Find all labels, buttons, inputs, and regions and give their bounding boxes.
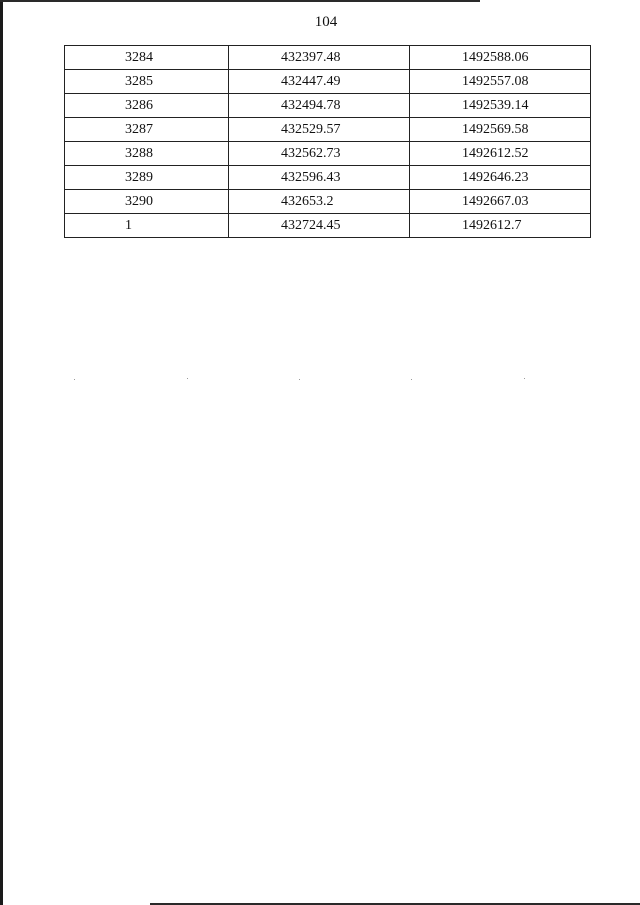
y-coordinate-cell: 1492612.7 — [410, 214, 591, 238]
table-row — [65, 94, 591, 118]
scan-dot — [299, 379, 300, 380]
table-row — [65, 118, 591, 142]
point-number-cell: 3284 — [65, 46, 229, 70]
table-row — [65, 214, 591, 238]
table-row — [65, 46, 591, 70]
table-row — [65, 70, 591, 94]
scan-dot — [411, 379, 412, 380]
y-coordinate-cell: 1492612.52 — [410, 142, 591, 166]
y-coordinate-cell: 1492646.23 — [410, 166, 591, 190]
scan-edge-top — [0, 0, 480, 2]
point-number-cell: 3287 — [65, 118, 229, 142]
x-coordinate-cell: 432529.57 — [229, 118, 410, 142]
y-coordinate-cell: 1492539.14 — [410, 94, 591, 118]
scan-dot — [74, 379, 75, 380]
point-number-cell: 3288 — [65, 142, 229, 166]
table-row — [65, 142, 591, 166]
scan-dot — [524, 378, 525, 379]
point-number-cell: 1 — [65, 214, 229, 238]
page-number: 104 — [314, 14, 338, 30]
scan-dot-artifacts — [0, 378, 640, 382]
coordinates-table — [64, 45, 591, 238]
table-row — [65, 190, 591, 214]
scan-dot — [187, 378, 188, 379]
point-number-cell: 3286 — [65, 94, 229, 118]
y-coordinate-cell: 1492667.03 — [410, 190, 591, 214]
x-coordinate-cell: 432596.43 — [229, 166, 410, 190]
point-number-cell: 3289 — [65, 166, 229, 190]
x-coordinate-cell: 432397.48 — [229, 46, 410, 70]
x-coordinate-cell: 432447.49 — [229, 70, 410, 94]
y-coordinate-cell: 1492588.06 — [410, 46, 591, 70]
x-coordinate-cell: 432562.73 — [229, 142, 410, 166]
y-coordinate-cell: 1492569.58 — [410, 118, 591, 142]
point-number-cell: 3290 — [65, 190, 229, 214]
y-coordinate-cell: 1492557.08 — [410, 70, 591, 94]
point-number-cell: 3285 — [65, 70, 229, 94]
table-row — [65, 166, 591, 190]
x-coordinate-cell: 432653.2 — [229, 190, 410, 214]
scan-edge-left — [0, 0, 3, 905]
x-coordinate-cell: 432494.78 — [229, 94, 410, 118]
x-coordinate-cell: 432724.45 — [229, 214, 410, 238]
